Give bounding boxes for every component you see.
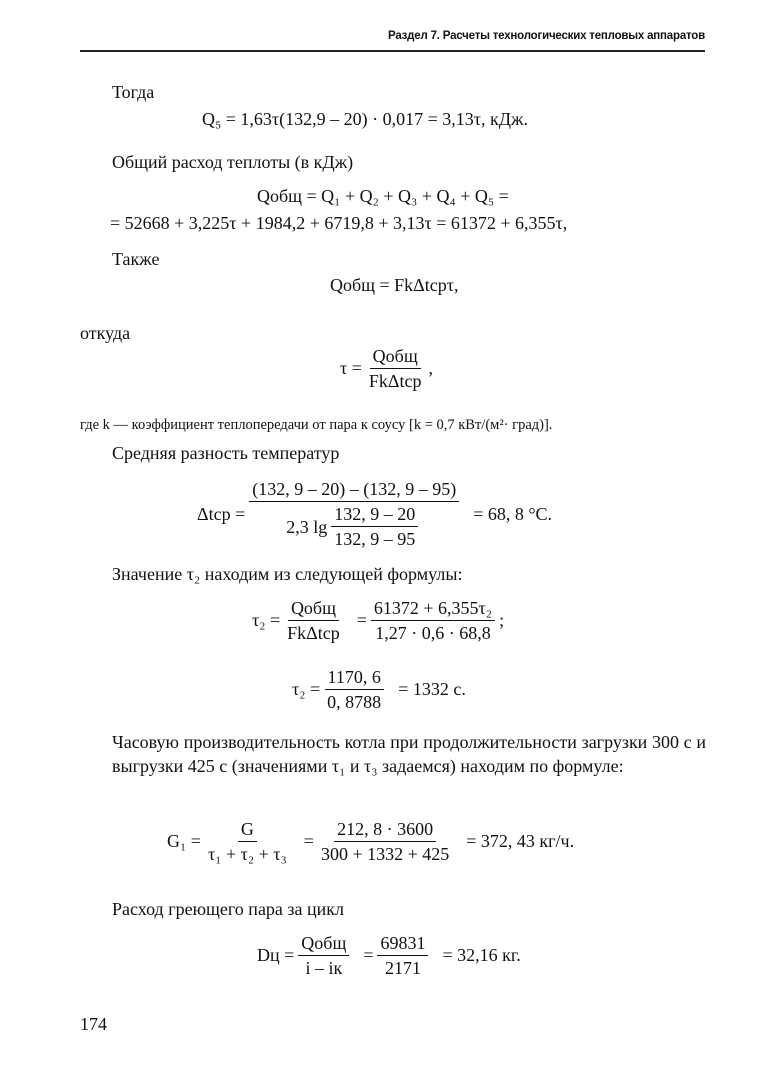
- tau2-tail: ;: [499, 610, 505, 630]
- equation-qobsh-fk: Qобщ = FkΔtсрτ,: [330, 275, 459, 295]
- delta-t-denominator: [283, 502, 425, 550]
- paragraph-chasovuyu: [80, 730, 706, 778]
- tau2b-lhs: τ₂ =: [292, 679, 321, 699]
- g1-fraction-1: [205, 818, 290, 865]
- g1-fraction-2: [318, 818, 452, 865]
- delta-t-numerator: (132, 9 – 20) – (132, 9 – 95): [249, 478, 459, 502]
- text-raskhod-para: Расход греющего пара за цикл: [112, 899, 345, 919]
- dc-f2-numerator: 69831: [377, 932, 428, 956]
- delta-t-log-numerator: 132, 9 – 20: [331, 503, 418, 527]
- g1-f2-denominator: 300 + 1332 + 425: [320, 844, 450, 864]
- paragraph-chasovuyu-text: Часовую производительность котла при продолжительности загрузки 300 с и выгрузки 425 с (значениями τ₁ и τ₃ задаемся) находим по формуле:: [112, 732, 706, 776]
- text-where-k: где k — коэффициент теплопередачи от пара к соусу [k = 0,7 кВт/(м²· град)].: [80, 417, 553, 433]
- equation-g1: [167, 818, 574, 865]
- equation-delta-t: [197, 478, 552, 550]
- tau2-f1-numerator: Qобщ: [288, 597, 339, 621]
- text-srednyaya-raznost: Средняя разность температур: [112, 443, 340, 463]
- g1-f1-numerator: G: [238, 818, 257, 842]
- tau-denominator: FkΔtср: [368, 371, 422, 391]
- dc-result: = 32,16 кг.: [442, 945, 521, 965]
- tau2-fraction-2: [371, 597, 495, 644]
- tau2-equals: =: [356, 610, 367, 630]
- page-number: 174: [80, 1014, 107, 1034]
- dc-f1-numerator: Qобщ: [298, 932, 349, 956]
- dc-f2-denominator: 2171: [384, 958, 421, 978]
- g1-f2-numerator: 212, 8 · 3600: [334, 818, 436, 842]
- tau2b-result: = 1332 с.: [398, 679, 466, 699]
- tau-lhs: τ =: [340, 358, 362, 378]
- tau2-fraction-1: [284, 597, 343, 644]
- delta-t-fraction: [249, 478, 459, 550]
- delta-t-log-fraction: [331, 503, 418, 550]
- g1-lhs: G₁ =: [167, 831, 201, 851]
- equation-tau2: [252, 597, 504, 644]
- equation-dc: [257, 932, 521, 979]
- dc-fraction-2: [377, 932, 428, 979]
- dc-equals: =: [363, 945, 374, 965]
- equation-qsum-line2: = 52668 + 3,225τ + 1984,2 + 6719,8 + 3,13τ = 61372 + 6,355τ,: [110, 213, 568, 233]
- equation-q5: Q₅ = 1,63τ(132,9 – 20) · 0,017 = 3,13τ, кДж.: [202, 109, 528, 129]
- tau2b-numerator: 1170, 6: [325, 666, 384, 690]
- tau2-lhs: τ₂ =: [252, 610, 281, 630]
- text-togda: Тогда: [112, 82, 155, 102]
- tau2b-fraction: [324, 666, 384, 713]
- tau-tail: ,: [428, 358, 433, 378]
- dc-f1-denominator: i – iк: [305, 958, 343, 978]
- delta-t-log-prefix: 2,3 lg: [286, 516, 328, 537]
- g1-equals: =: [303, 831, 314, 851]
- dc-lhs: Dц =: [257, 945, 295, 965]
- header-rule: [80, 50, 705, 52]
- delta-t-lhs: Δtср =: [197, 503, 246, 524]
- tau2-f2-numerator: 61372 + 6,355τ₂: [371, 597, 495, 621]
- tau2-f1-denominator: FkΔtср: [287, 623, 340, 643]
- text-znachenie-tau2: Значение τ₂ находим из следующей формулы:: [112, 564, 463, 584]
- tau2-f2-denominator: 1,27 · 0,6 · 68,8: [375, 623, 491, 643]
- equation-tau: [340, 345, 433, 392]
- text-obshchiy-raskhod: Общий расход теплоты (в кДж): [112, 152, 354, 172]
- tau-numerator: Qобщ: [370, 345, 421, 369]
- equation-tau2-value: [292, 666, 466, 713]
- g1-result: = 372, 43 кг/ч.: [466, 831, 575, 851]
- g1-f1-denominator: τ₁ + τ₂ + τ₃: [207, 844, 287, 864]
- running-header: Раздел 7. Расчеты технологических тепловых аппаратов: [388, 30, 705, 42]
- text-takzhe: Также: [112, 249, 160, 269]
- text-otkuda: откуда: [80, 323, 131, 343]
- equation-qsum-line1: Qобщ = Q₁ + Q₂ + Q₃ + Q₄ + Q₅ =: [257, 186, 509, 206]
- dc-fraction-1: [298, 932, 349, 979]
- tau-fraction: [366, 345, 425, 392]
- delta-t-log-denominator: 132, 9 – 95: [334, 529, 416, 549]
- delta-t-result: = 68, 8 °C.: [473, 503, 553, 524]
- tau2b-denominator: 0, 8788: [327, 692, 382, 712]
